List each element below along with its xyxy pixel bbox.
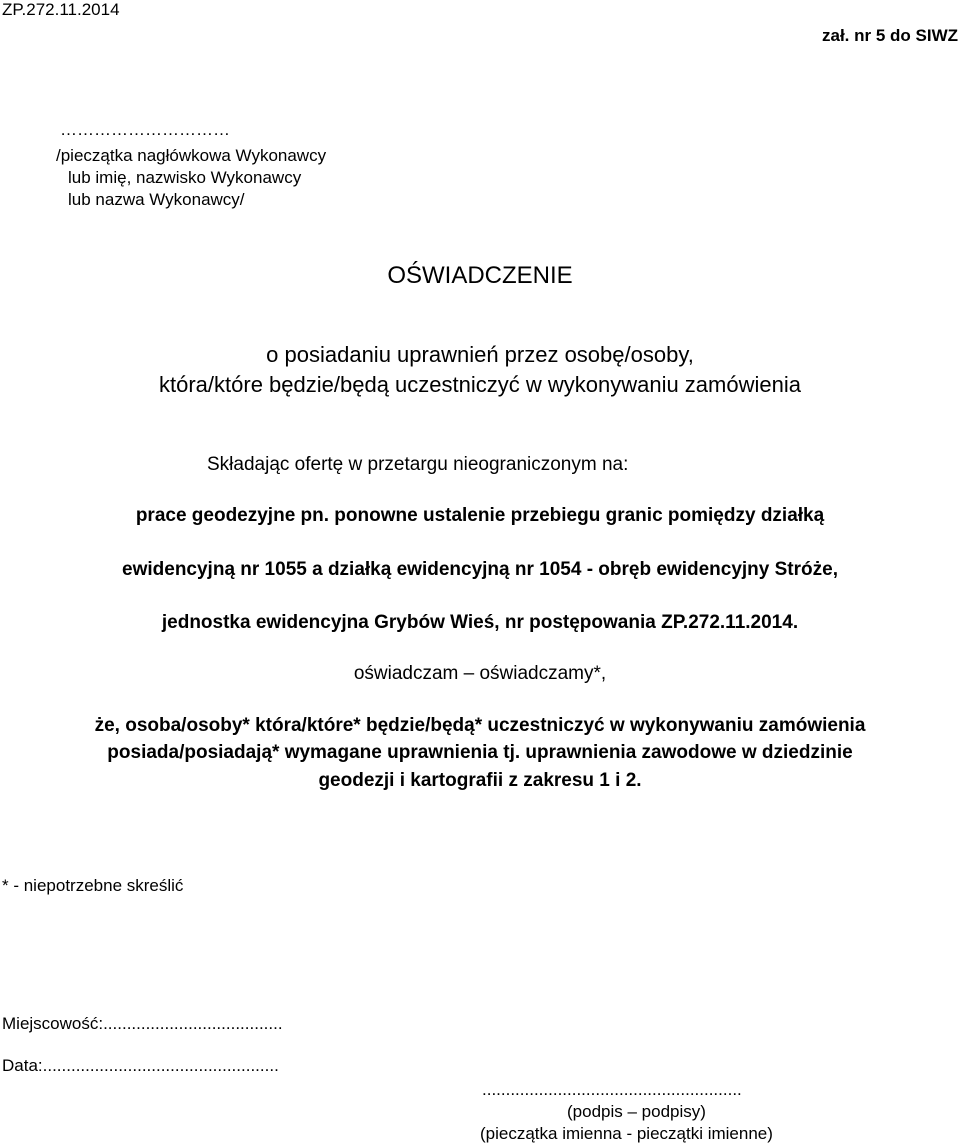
subtitle-line-2: która/które będzie/będą uczestniczyć w wykonywaniu zamówienia (159, 372, 801, 397)
subject-line-2: ewidencyjną nr 1055 a działką ewidencyjną nr 1054 - obręb ewidencyjny Stróże, (122, 559, 838, 580)
intro-text: Składając ofertę w przetargu nieograniczonym na: (207, 454, 629, 475)
date-label: Data:.................................................. (2, 1056, 279, 1075)
subject-line-1: prace geodezyjne pn. ponowne ustalenie przebiegu granic pomiędzy działką (135, 505, 825, 526)
declaration-line-1: że, osoba/osoby* która/które* będzie/będą* uczestniczyć w wykonywaniu zamówienia (94, 715, 866, 736)
contractor-stamp-line-1: /pieczątka nagłówkowa Wykonawcy (56, 146, 327, 165)
declaration-line-3: geodezji i kartografii z zakresu 1 i 2. (318, 770, 642, 791)
case-number: ZP.272.11.2014 (2, 0, 120, 19)
signature-label-2: (pieczątka imienna - pieczątki imienne) (480, 1124, 773, 1143)
attachment-label: zał. nr 5 do SIWZ (821, 26, 958, 45)
declaration-intro: oświadczam – oświadczamy*, (353, 663, 607, 684)
signature-dots: ....................................................... (482, 1080, 742, 1099)
contractor-stamp-line-2: lub imię, nazwisko Wykonawcy (68, 168, 302, 187)
footnote: * - niepotrzebne skreślić (2, 876, 184, 895)
signature-label-1: (podpis – podpisy) (567, 1102, 706, 1121)
document-title: OŚWIADCZENIE (387, 262, 573, 289)
declaration-line-2: posiada/posiadają* wymagane uprawnienia tj. uprawnienia zawodowe w dziedzinie (107, 742, 853, 763)
contractor-stamp-line-3: lub nazwa Wykonawcy/ (68, 190, 245, 209)
place-label: Miejscowość:...................................... (2, 1014, 283, 1033)
contractor-stamp-dots: ………………………… (60, 120, 230, 139)
subtitle-line-1: o posiadaniu uprawnień przez osobę/osoby, (266, 342, 694, 367)
subject-line-3: jednostka ewidencyjna Grybów Wieś, nr postępowania ZP.272.11.2014. (161, 612, 799, 633)
